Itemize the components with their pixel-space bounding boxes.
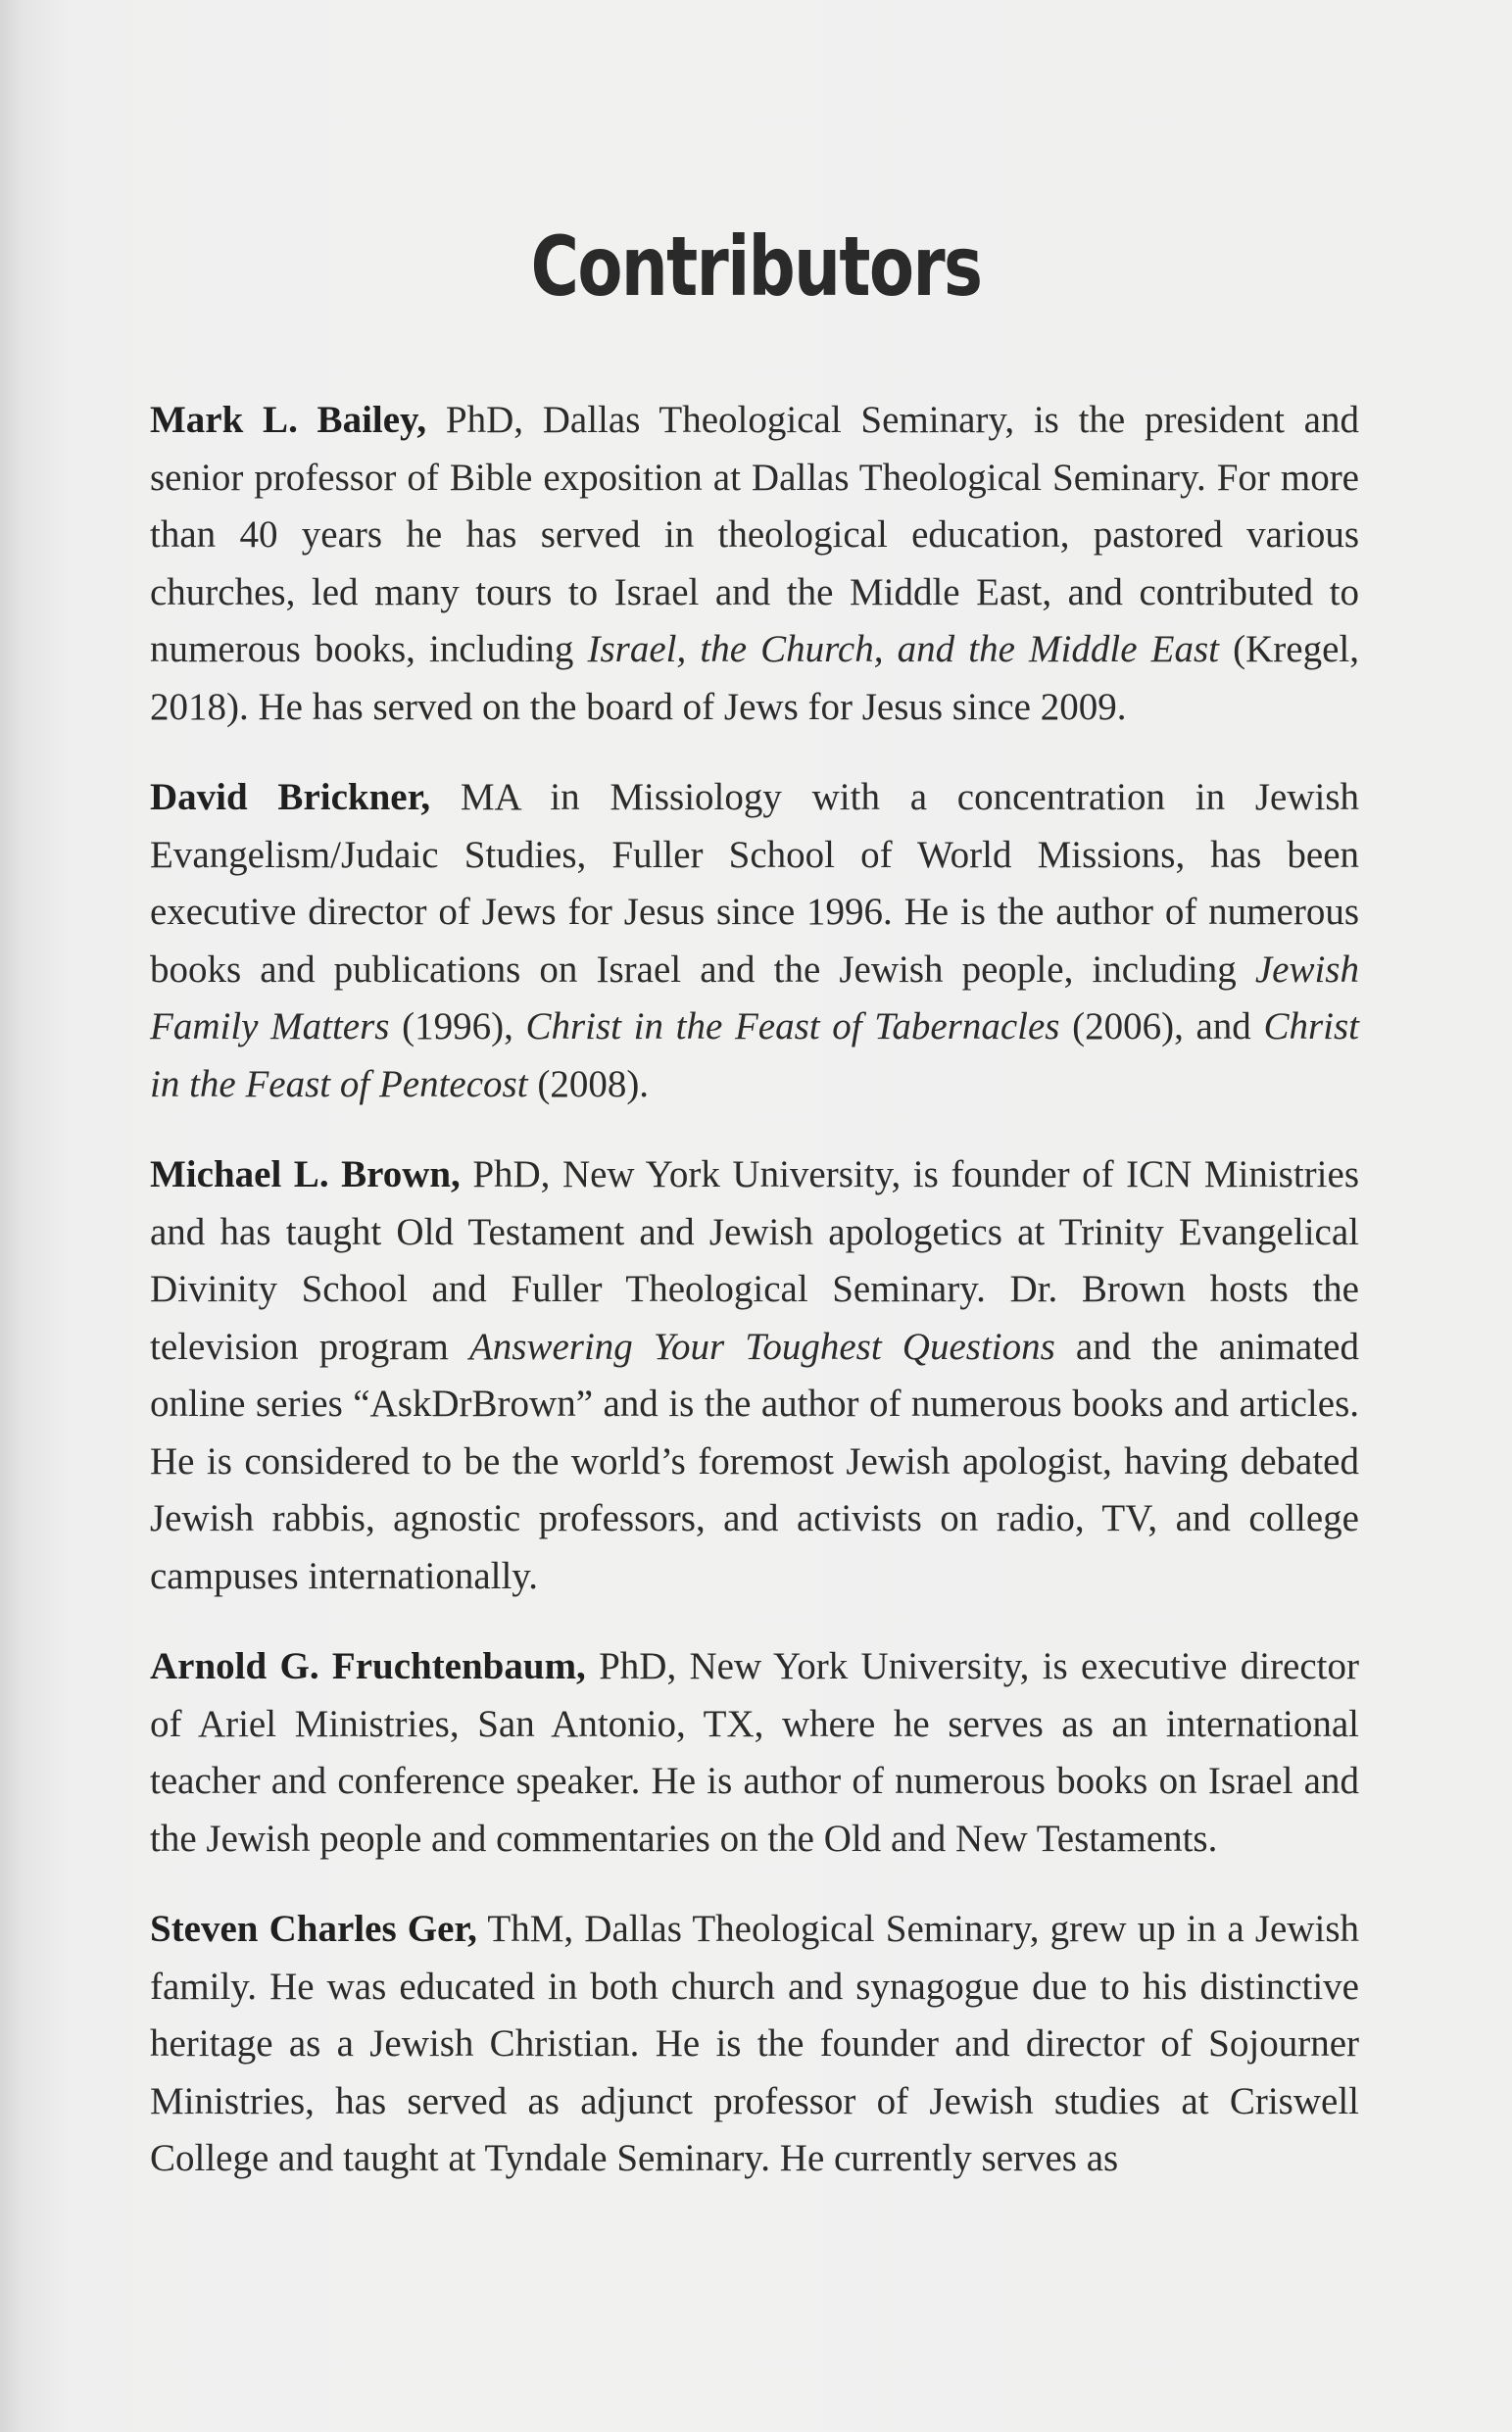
bio-text: MA in Missiology with a concentration in Jewish Evangelism/Judaic Studies, Fuller School of World Missions, has been executive director of Jews for Jesus since 1996. He is the author of numerous books and publications on Israel and the Jewish people, including xyxy=(150,776,1359,991)
bio-text: and the animated online series “AskDrBrown” and is the author of numerous books and articles. He is considered to be the world’s foremost Jewish apologist, having debated Jewish rabbis, agnostic professors, and activists on radio, TV, and college campuses internationally. xyxy=(150,1325,1359,1597)
bio-text: ThM, Dallas Theological Seminary, grew up in a Jewish family. He was educated in both church and synagogue due to his distinctive heritage as a Jewish Christian. He is the founder and director of Sojourner Ministries, has served as adjunct professor of Jewish studies at Criswell College and taught at Tyndale Seminary. He currently serves as xyxy=(150,1908,1359,2179)
contributor-name: Mark L. Bailey, xyxy=(150,399,427,441)
contributor-name: Arnold G. Fruchtenbaum, xyxy=(150,1645,586,1687)
book-title: Christ in the Feast of Tabernacles xyxy=(525,1005,1060,1047)
bio-text: PhD, Dallas Theological Seminary, is the president and senior professor of Bible exposition at Dallas Theological Seminary. For more than 40 years he has served in theological education, pastored various churches, led many tours to Israel and the Middle East, and contributed to numerous books, including xyxy=(150,399,1359,670)
contributor-entry-ger xyxy=(150,1901,1359,2188)
bio-text: PhD, New York University, is executive director of Ariel Ministries, San Antonio, TX, where he serves as an international teacher and conference speaker. He is author of numerous books on Israel and the Jewish people and commentaries on the Old and New Testaments. xyxy=(150,1645,1359,1860)
contributor-name: Michael L. Brown, xyxy=(150,1153,461,1195)
contributor-name: Steven Charles Ger, xyxy=(150,1908,477,1950)
bio-text: (2008). xyxy=(527,1062,650,1105)
program-title: Answering Your Toughest Questions xyxy=(468,1325,1055,1368)
bio-text: PhD, New York University, is founder of ICN Ministries and has taught Old Testament and Jewish apologetics at Trinity Evangelical Divinity School and Fuller Theological Seminary. Dr. Brown hosts the television program xyxy=(150,1153,1359,1368)
book-title: Christ in the Feast of Pentecost xyxy=(150,1005,1359,1105)
contributor-entry-brown xyxy=(150,1146,1359,1605)
contributors-list xyxy=(150,392,1359,2221)
book-title: Jewish Family Matters xyxy=(150,948,1359,1047)
book-title: Israel, the Church, and the Middle East xyxy=(587,628,1219,670)
contributor-name: David Brickner, xyxy=(150,776,431,818)
bio-text: (2006), and xyxy=(1059,1005,1264,1047)
contributor-entry-bailey xyxy=(150,392,1359,736)
bio-text: (1996), xyxy=(389,1005,526,1047)
contributor-entry-fruchtenbaum xyxy=(150,1638,1359,1868)
contributor-entry-brickner xyxy=(150,769,1359,1113)
bio-text: (Kregel, 2018). He has served on the board of Jews for Jesus since 2009. xyxy=(150,628,1359,728)
page-title: Contributors xyxy=(530,219,982,315)
